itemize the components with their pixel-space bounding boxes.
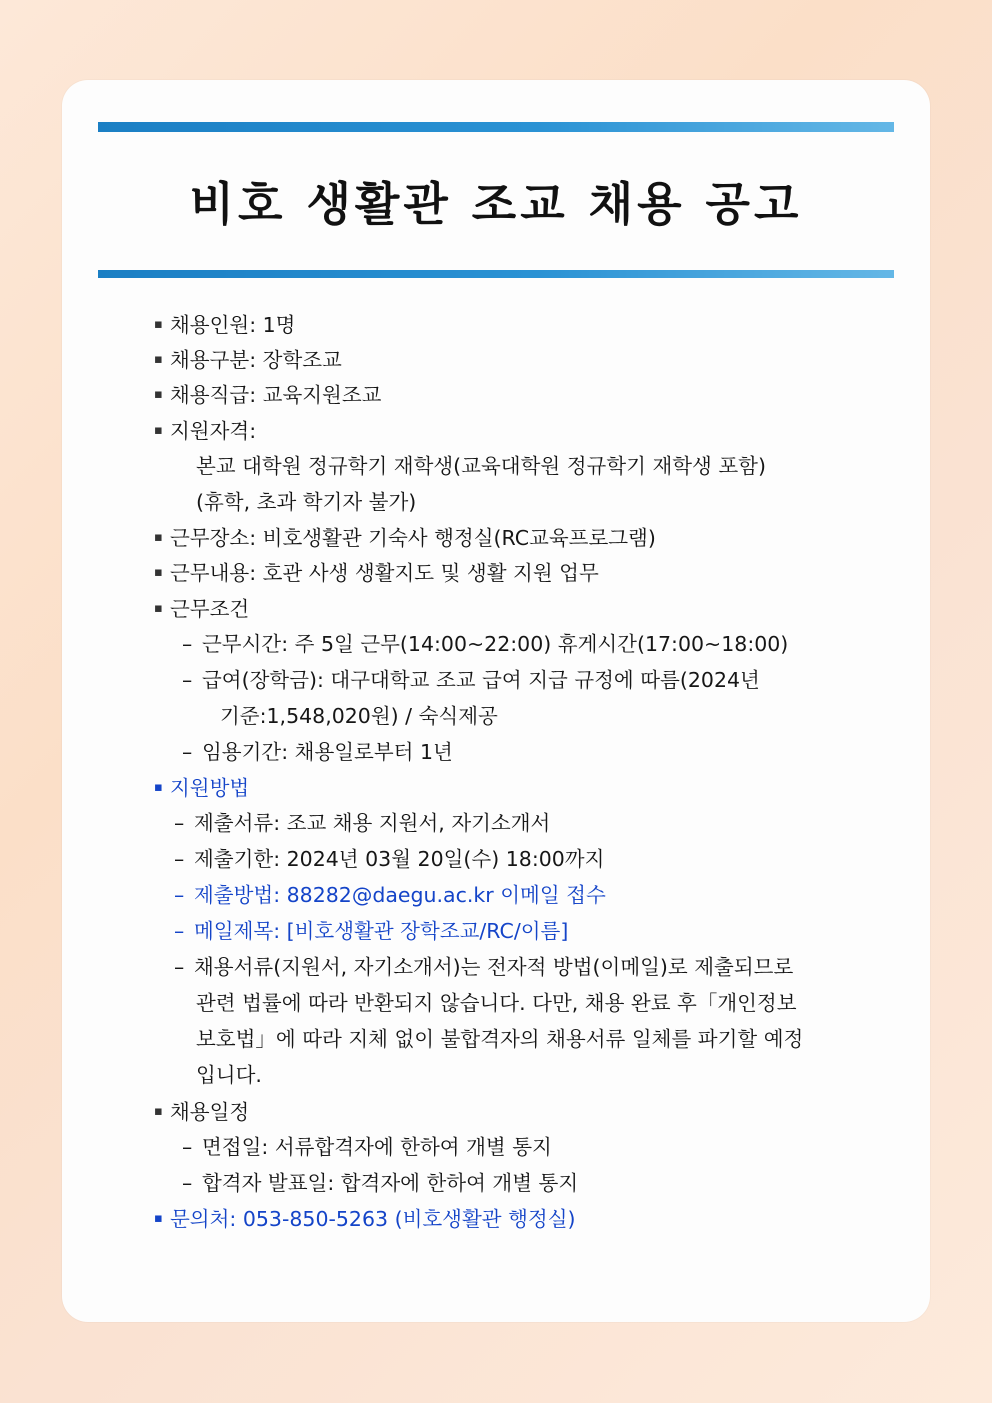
dash-bullet-icon: –	[182, 667, 193, 692]
dash-bullet-icon: –	[174, 847, 185, 872]
item-workplace: 근무장소: 비호생활관 기숙사 행정실(RC교육프로그램)	[170, 526, 656, 551]
item-contact: 문의처: 053-850-5263 (비호생활관 행정실)	[170, 1206, 576, 1231]
qualification-line-2: (휴학, 초과 학기자 불가)	[196, 489, 417, 514]
poster-body	[82, 312, 922, 1241]
item-apply-method: 지원방법	[170, 775, 250, 800]
list-item	[82, 1099, 922, 1125]
list-item	[82, 1206, 922, 1232]
sub-list-item	[82, 918, 922, 945]
sub-list-item	[82, 810, 922, 837]
dash-bullet-icon: –	[182, 631, 193, 656]
schedule-interview: 면접일: 서류합격자에 한하여 개별 통지	[202, 1134, 552, 1159]
sub-list-item	[82, 667, 922, 694]
item-duties: 근무내용: 호관 사생 생활지도 및 생활 지원 업무	[170, 561, 599, 586]
item-category: 채용구분: 장학조교	[170, 348, 342, 373]
dash-bullet-icon: –	[174, 955, 185, 980]
list-item	[82, 312, 922, 338]
apply-submission-method: 제출방법: 88282@daegu.ac.kr 이메일 접수	[194, 883, 606, 908]
item-work-conditions: 근무조건	[170, 596, 250, 621]
schedule-result: 합격자 발표일: 합격자에 한하여 개별 통지	[202, 1170, 579, 1195]
square-bullet-icon: ▪	[154, 317, 163, 332]
square-bullet-icon: ▪	[154, 565, 163, 581]
square-bullet-icon: ▪	[154, 600, 163, 616]
sub-list-item	[82, 631, 922, 658]
list-item	[82, 596, 922, 622]
list-item	[82, 775, 922, 801]
square-bullet-icon: ▪	[154, 779, 163, 795]
apply-mail-subject: 메일제목: [비호생활관 장학조교/RC/이름]	[194, 919, 569, 944]
list-item	[82, 560, 922, 586]
dash-bullet-icon: –	[174, 883, 185, 908]
apply-notice-line-2: 관련 법률에 따라 반환되지 않습니다. 다만, 채용 완료 후「개인정보	[196, 991, 797, 1016]
sub-list-item	[82, 882, 922, 909]
square-bullet-icon: ▪	[154, 530, 163, 546]
page-title: 비호 생활관 조교 채용 공고	[189, 177, 803, 231]
list-item	[82, 525, 922, 551]
apply-notice-line-3: 보호법」에 따라 지체 없이 불합격자의 채용서류 일체를 파기할 예정	[196, 1027, 804, 1052]
dash-bullet-icon: –	[174, 919, 185, 944]
dash-bullet-icon: –	[182, 739, 193, 764]
apply-documents: 제출서류: 조교 채용 지원서, 자기소개서	[194, 811, 551, 836]
list-item	[82, 418, 922, 444]
square-bullet-icon: ▪	[154, 422, 163, 438]
salary-line-2: 기준:1,548,020원) / 숙식제공	[220, 703, 498, 728]
apply-notice-line-4: 입니다.	[196, 1063, 262, 1088]
list-item	[82, 382, 922, 408]
item-schedule: 채용일정	[170, 1099, 250, 1124]
square-bullet-icon: ▪	[154, 352, 163, 368]
square-bullet-icon: ▪	[154, 387, 163, 403]
sub-list-item	[82, 1134, 922, 1161]
list-item	[82, 347, 922, 373]
square-bullet-icon: ▪	[154, 1103, 163, 1119]
work-hours: 근무시간: 주 5일 근무(14:00~22:00) 휴게시간(17:00~18:00)	[202, 631, 789, 656]
sub-list-item	[82, 739, 922, 766]
apply-notice-line-1: 채용서류(지원서, 자기소개서)는 전자적 방법(이메일)로 제출되므로	[194, 955, 794, 980]
top-divider	[98, 122, 894, 132]
sub-list-item	[82, 1170, 922, 1197]
salary-line-1: 급여(장학금): 대구대학교 조교 급여 지급 규정에 따름(2024년	[202, 667, 760, 692]
appointment-term: 임용기간: 채용일로부터 1년	[202, 739, 453, 764]
poster-card	[62, 80, 930, 1322]
sub-list-item	[82, 954, 922, 981]
item-headcount: 채용인원: 1명	[170, 313, 296, 337]
apply-deadline: 제출기한: 2024년 03월 20일(수) 18:00까지	[194, 847, 605, 872]
bottom-divider	[98, 270, 894, 278]
sub-list-item	[82, 846, 922, 873]
item-rank: 채용직급: 교육지원조교	[170, 383, 382, 408]
item-qualification: 지원자격:	[170, 418, 257, 443]
dash-bullet-icon: –	[182, 1134, 193, 1159]
square-bullet-icon: ▪	[154, 1210, 163, 1226]
qualification-line-1: 본교 대학원 정규학기 재학생(교육대학원 정규학기 재학생 포함)	[196, 453, 766, 478]
dash-bullet-icon: –	[174, 811, 185, 836]
dash-bullet-icon: –	[182, 1170, 193, 1195]
